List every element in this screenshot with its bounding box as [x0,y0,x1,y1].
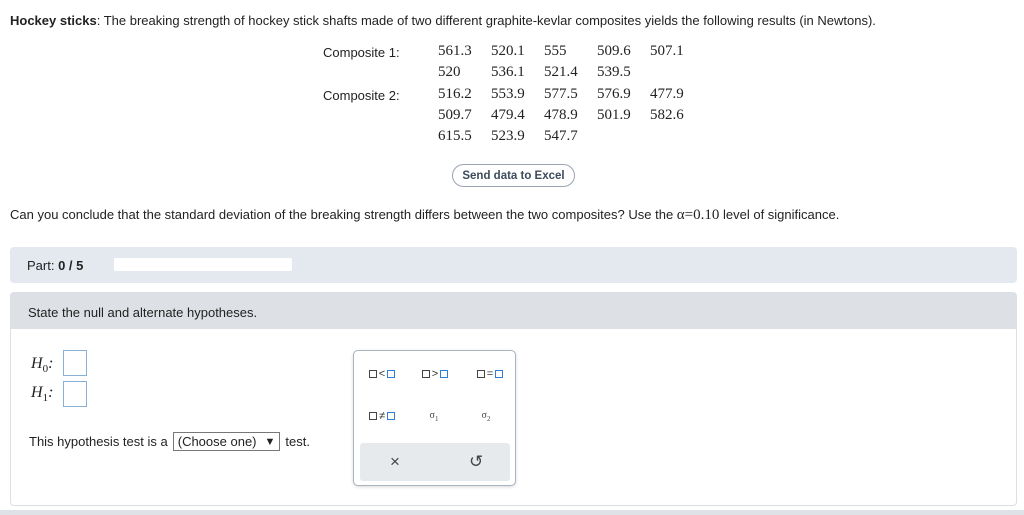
question-suffix: level of significance. [719,207,840,222]
part-label [27,258,83,273]
placeholder-square-icon [440,370,448,378]
placeholder-square-icon [369,412,377,420]
composite-2-label: Composite 2: [323,88,400,103]
question-body: Can you conclude that the standard deviation of the breaking strength differs between the two composites? Use the [10,207,677,222]
sigma2-button[interactable] [476,408,496,424]
placeholder-square-icon [369,370,377,378]
hypotheses-card [10,292,1017,506]
test-suffix: test. [285,434,310,449]
bottom-divider [0,510,1024,515]
alpha-expression: α=0.10 [676,207,720,223]
data-value: 561.3 [438,43,472,59]
data-value: 509.6 [597,43,631,59]
data-value: 478.9 [544,107,578,123]
problem-title: Hockey sticks [10,13,97,28]
placeholder-square-icon [495,370,503,378]
data-value: 507.1 [650,43,684,59]
h1-colon: : [48,384,54,401]
placeholder-square-icon [387,412,395,420]
sigma1-letter: σ [429,409,435,421]
progress-track [114,258,292,271]
composite-1-label: Composite 1: [323,45,400,60]
question-text [10,207,839,224]
data-value: 501.9 [597,107,631,123]
not-equal-button[interactable] [364,408,400,424]
card-header [11,293,1016,329]
data-value: 509.7 [438,107,472,123]
sigma2-subscript: 2 [486,414,491,423]
clear-icon[interactable]: × [390,452,400,471]
test-type-select[interactable] [173,432,281,451]
h0-label [31,355,53,375]
data-value: 520.1 [491,43,525,59]
part-label-text: Part: [27,258,59,273]
dropdown-triangle-icon: ▼ [264,435,276,448]
placeholder-square-icon [422,370,430,378]
data-value: 520 [438,64,461,80]
h1-letter: H [31,384,43,401]
eq-symbol: = [486,368,494,380]
symbol-palette [353,350,516,486]
h0-colon: : [48,355,54,372]
test-type-line [29,432,310,451]
data-value: 555 [544,43,567,59]
data-value: 576.9 [597,86,631,102]
placeholder-square-icon [477,370,485,378]
h0-input[interactable] [63,350,87,376]
h1-input[interactable] [63,381,87,407]
sigma2-letter: σ [481,409,487,421]
card-title: State the null and alternate hypotheses. [28,305,258,320]
less-than-button[interactable] [364,366,400,382]
palette-actions [360,443,510,481]
lt-symbol: < [378,368,386,380]
h0-subscript: 0 [42,363,49,376]
sigma2-symbol [482,410,491,423]
data-value: 539.5 [597,64,631,80]
sigma1-symbol [430,410,439,423]
data-value: 523.9 [491,128,525,144]
data-value: 521.4 [544,64,578,80]
test-prefix: This hypothesis test is a [29,434,168,449]
data-value: 477.9 [650,86,684,102]
part-progress-text: 0 / 5 [58,258,84,273]
h0-letter: H [31,355,43,372]
undo-icon[interactable]: ↺ [469,452,484,471]
problem-statement [10,13,876,28]
h1-label [31,384,53,404]
data-value: 516.2 [438,86,472,102]
data-value: 615.5 [438,128,472,144]
data-value: 547.7 [544,128,578,144]
data-value: 479.4 [491,107,525,123]
data-value: 536.1 [491,64,525,80]
data-value: 553.9 [491,86,525,102]
greater-than-button[interactable] [417,366,453,382]
sigma1-subscript: 1 [434,414,439,423]
gt-symbol: > [431,368,439,380]
data-value: 582.6 [650,107,684,123]
h1-subscript: 1 [42,392,49,405]
sigma1-button[interactable] [424,408,444,424]
placeholder-square-icon [387,370,395,378]
send-to-excel-button[interactable]: Send data to Excel [452,164,575,187]
neq-symbol: ≠ [378,410,386,422]
test-type-value: (Choose one) [177,434,257,449]
data-value: 577.5 [544,86,578,102]
problem-text: : The breaking strength of hockey stick shafts made of two different graphite-kevlar composites yields the following results (in Newtons). [96,13,876,28]
part-progress-bar [10,247,1017,283]
equals-button[interactable] [472,366,508,382]
